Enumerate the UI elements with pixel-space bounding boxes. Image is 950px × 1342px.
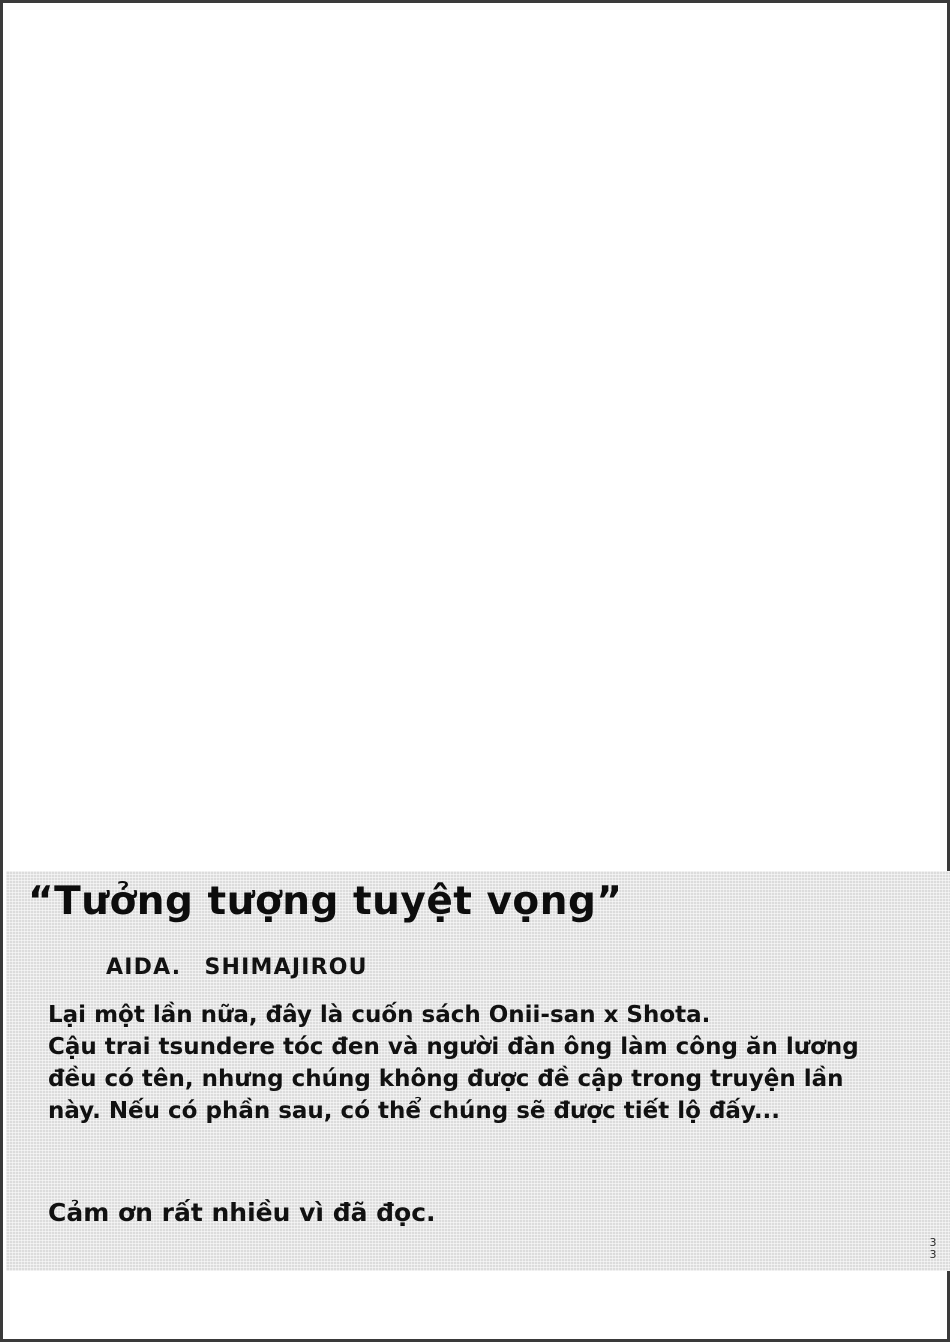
- afterword-body: [48, 999, 878, 1127]
- page-number-digit: 3: [929, 1236, 937, 1249]
- blank-page-area: [3, 3, 947, 868]
- afterword-body-line: đều có tên, nhưng chúng không được đề cập trong truyện lần: [48, 1066, 844, 1092]
- afterword-body-line: này. Nếu có phần sau, có thể chúng sẽ được tiết lộ đấy...: [48, 1098, 781, 1124]
- afterword-panel: [6, 871, 950, 1271]
- afterword-body-line: Cậu trai tsundere tóc đen và người đàn ông làm công ăn lương: [48, 1034, 859, 1060]
- page-number: [926, 1237, 940, 1261]
- afterword-title: “Tưởng tượng tuyệt vọng”: [28, 879, 623, 924]
- page-number-digit: 3: [929, 1248, 937, 1261]
- author-credit: AIDA. SHIMAJIROU: [106, 955, 368, 980]
- closing-thanks-text: Cảm ơn rất nhiều vì đã đọc.: [48, 1198, 436, 1227]
- afterword-body-line: Lại một lần nữa, đây là cuốn sách Onii-san x Shota.: [48, 1002, 711, 1028]
